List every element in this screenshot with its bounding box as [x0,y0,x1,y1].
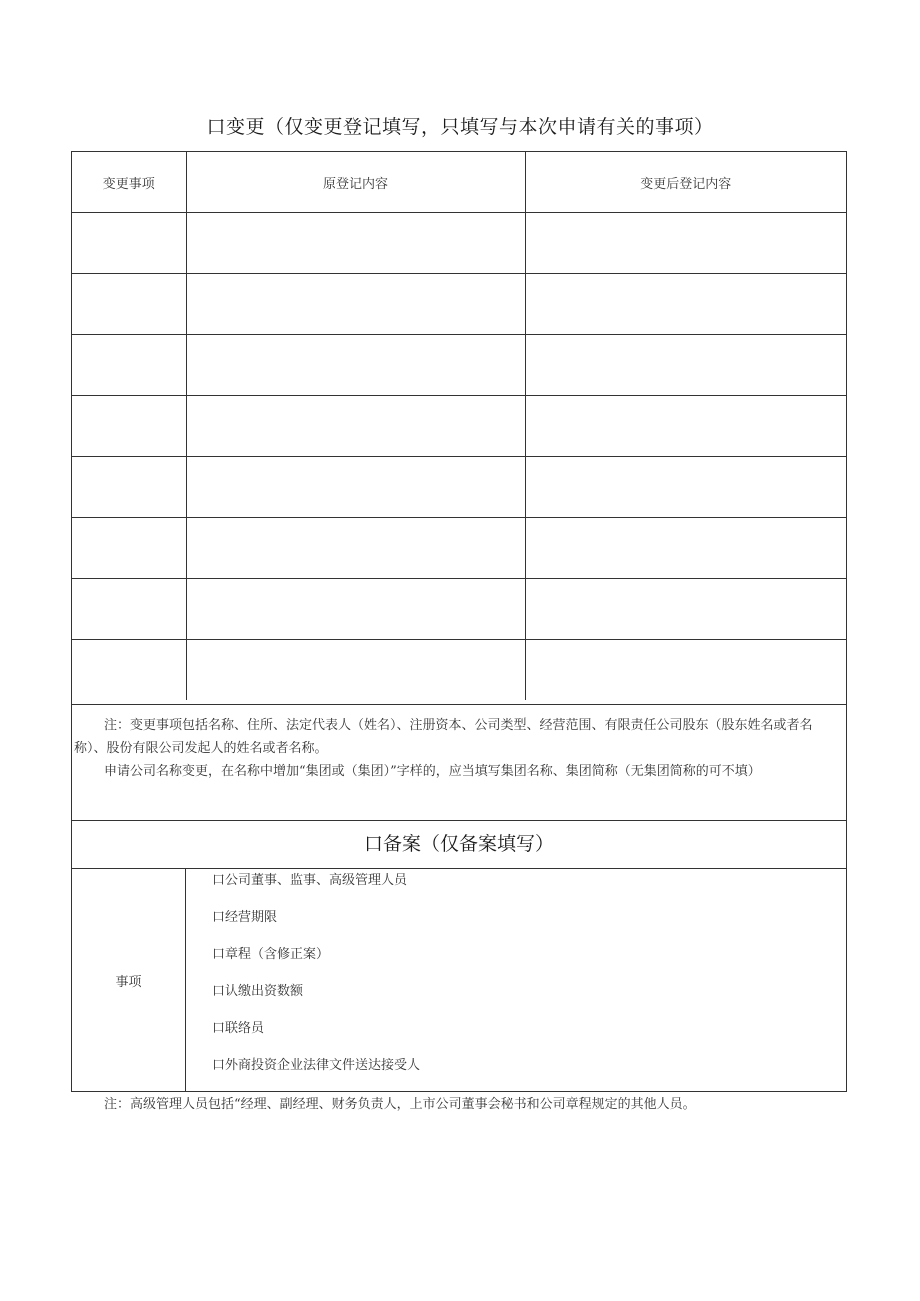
header-original-content: 原登记内容 [186,152,525,213]
change-item-cell[interactable] [72,213,186,274]
change-item-cell[interactable] [72,579,186,640]
form-frame [71,151,847,1092]
changed-content-cell[interactable] [525,213,846,274]
table-row [72,335,846,396]
table-row [72,640,846,701]
change-item-cell[interactable] [72,274,186,335]
change-item-cell[interactable] [72,640,186,701]
original-content-cell[interactable] [186,396,525,457]
original-content-cell[interactable] [186,579,525,640]
table-row [72,396,846,457]
original-content-cell[interactable] [186,640,525,701]
filing-option-liaison[interactable]: 口联络员 [212,1021,265,1036]
changed-content-cell[interactable] [525,457,846,518]
changed-content-cell[interactable] [525,640,846,701]
changed-content-cell[interactable] [525,579,846,640]
original-content-cell[interactable] [186,457,525,518]
changed-content-cell[interactable] [525,396,846,457]
footnote: 注：高级管理人员包括“经理、副经理、财务负责人，上市公司董事会秘书和公司章程规定的其他人员。 [104,1097,696,1112]
changed-content-cell[interactable] [525,274,846,335]
filing-section [72,868,846,1091]
original-content-cell[interactable] [186,335,525,396]
change-item-cell[interactable] [72,335,186,396]
note-name-change: 申请公司名称变更，在名称中增加“集团或（集团）”字样的，应当填写集团名称、集团简称（无集团简称的可不填） [104,764,761,779]
table-row [72,457,846,518]
header-change-item: 变更事项 [72,152,186,213]
filing-option-business-term[interactable]: 口经营期限 [212,910,278,925]
note-change-items: 注：变更事项包括名称、住所、法定代表人（姓名）、注册资本、公司类型、经营范围、有限责任公司股东（股东姓名或者名称）、股份有限公司发起人的姓名或者名称。 [74,718,813,756]
filing-section-title: 口备案（仅备案填写） [72,820,846,868]
table-row [72,579,846,640]
change-notes [72,704,846,821]
header-changed-content: 变更后登记内容 [525,152,846,213]
change-table [72,152,846,700]
filing-item-label: 事项 [72,869,186,1091]
original-content-cell[interactable] [186,518,525,579]
filing-option-service-recipient[interactable]: 口外商投资企业法律文件送达接受人 [212,1058,421,1073]
change-table-body [72,152,846,700]
table-row [72,518,846,579]
change-item-cell[interactable] [72,518,186,579]
table-row [72,274,846,335]
table-row [72,213,846,274]
changed-content-cell[interactable] [525,335,846,396]
table-header-row [72,152,846,213]
page-title: 口变更（仅变更登记填写，只填写与本次申请有关的事项） [206,116,714,138]
original-content-cell[interactable] [186,213,525,274]
change-item-cell[interactable] [72,396,186,457]
filing-option-articles[interactable]: 口章程（含修正案） [212,947,330,962]
changed-content-cell[interactable] [525,518,846,579]
change-item-cell[interactable] [72,457,186,518]
filing-option-executives[interactable]: 口公司董事、监事、高级管理人员 [212,873,408,888]
filing-option-subscribed-capital[interactable]: 口认缴出资数额 [212,984,304,999]
original-content-cell[interactable] [186,274,525,335]
